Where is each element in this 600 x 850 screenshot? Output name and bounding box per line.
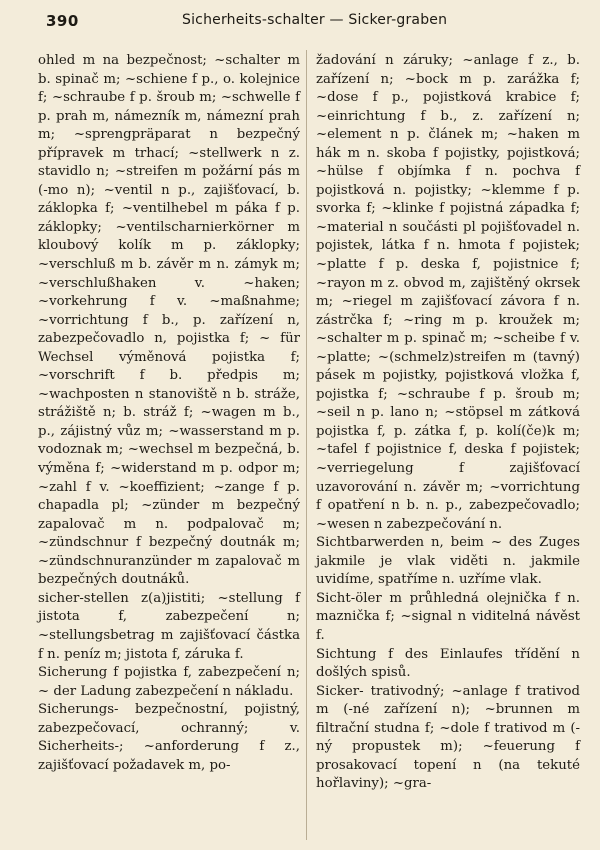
page-header bbox=[14, 8, 584, 32]
entry-sicht-oler: Sicht-öler m průhledná olejnička f n. maznička f; ~signal n viditelná návěst f. bbox=[316, 590, 580, 643]
entry-sicherheits-continued: ohled m na bezpečnost; ~schalter m b. spinač m; ~schiene f p., o. kolejnice f; ~schraube f p. šroub m; ~schwelle f p. prah m, námezník m, námezní prah m; ~sprengpräparat n bezpečný přípravek m trhací; ~stellwerk n z. stavidlo n; ~streifen m požární pás m (-mo n); ~ventil n p., zajišťovací, b. záklopka f; ~ventilhebel m páka f p. záklopky; ~ventilscharnierkörner m kloubový kolík m p. záklopky; ~verschluß m b. závěr m n. zámyk m; ~verschlußhaken v. ~haken; ~vorkehrung f v. ~maßnahme; ~vorrichtung f b., p. zařízení n, zabezpečovadlo n, pojistka f; ~ für Wechsel výměnová pojistka f; ~vorschrift f b. předpis m; ~wachposten n stanoviště n b. stráže, strážiště n; b. stráž f; ~wagen m b., p., zájistný vůz m; ~wasserstand m p. vodoznak m; ~wechsel m bezpečná, b. výměna f; ~widerstand m p. odpor m; ~zahl f v. ~koeffizient; ~zange f p. chapadla pl; ~zünder m bezpečný zapalovač m n. podpalovač m; ~zündschnur f bezpečný doutnák m; ~zündschnuranzünder m zapalovač m bezpečných doutnáků. bbox=[38, 53, 300, 588]
entry-sicherung: Sicherung f pojistka f, zabezpečení n; ~ der Ladung zabezpečení n nákladu. bbox=[38, 665, 300, 699]
entry-sicker: Sicker- trativodný; ~anlage f trativod m (-né zařízení n); ~brunnen m filtrační studna f; ~dole f trativod m (-ný propustek m); ~feuerung f prosakovací topení n (na tekuté hořlaviny); ~gra- bbox=[316, 683, 580, 792]
entry-sichtung: Sichtung f des Einlaufes třídění n došlých spisů. bbox=[316, 646, 580, 681]
left-column bbox=[38, 52, 300, 775]
column-divider bbox=[306, 50, 307, 840]
right-column bbox=[316, 52, 580, 794]
running-head: Sicherheits-schalter — Sicker-graben bbox=[182, 12, 448, 28]
page-number: 390 bbox=[46, 12, 79, 30]
entry-sicherungs: Sicherungs- bezpečnostní, pojistný, zabezpečovací, ochranný; v. Sicherheits-; ~anforderung f z., zajišťovací požadavek m, po- bbox=[38, 702, 300, 773]
entry-sicherungs-continued: žadování n záruky; ~anlage f z., b. zařízení n; ~bock m p. zarážka f; ~dose f p., pojistková krabice f; ~einrichtung f b., z. zařízení n; ~element n p. článek m; ~haken m hák m n. skoba f pojistky, pojistková; ~hülse f objímka f n. pochva f pojistková n. pojistky; ~klemme f p. svorka f; ~klinke f pojistná západka f; ~material n součásti pl pojišťovadel n. pojistek, látka f n. hmota f pojistek; ~platte f p. deska f, pojistnice f; ~rayon m z. obvod m, zajištěný okrsek m; ~riegel m zajišťovací závora f n. zástrčka f; ~ring m p. kroužek m; ~schalter m p. spinač m; ~scheibe f v. ~platte; ~(schmelz)streifen m (tavný) pásek m pojistky, pojistková vložka f, pojistka f; ~schraube f p. šroub m; ~seil n p. lano n; ~stöpsel m zátková pojistka f, p. zátka f, p. kolí(če)k m; ~tafel f pojistnice f, deska f pojistek; ~verriegelung f zajišťovací uzavorování n. závěr m; ~vorrichtung f opatření n b. n. p., zabezpečovadlo; ~wesen n zabezpečování n. bbox=[316, 53, 580, 532]
entry-sicher-stellen: sicher-stellen z(a)jistiti; ~stellung f jistota f, zabezpečení n; ~stellungsbetrag m zajišťovací částka f n. peníz m; jistota f, záruka f. bbox=[38, 590, 300, 662]
entry-sichtbarwerden: Sichtbarwerden n, beim ~ des Zuges jakmile je vlak viděti n. jakmile uvidíme, spatříme n. uzříme vlak. bbox=[316, 535, 580, 588]
